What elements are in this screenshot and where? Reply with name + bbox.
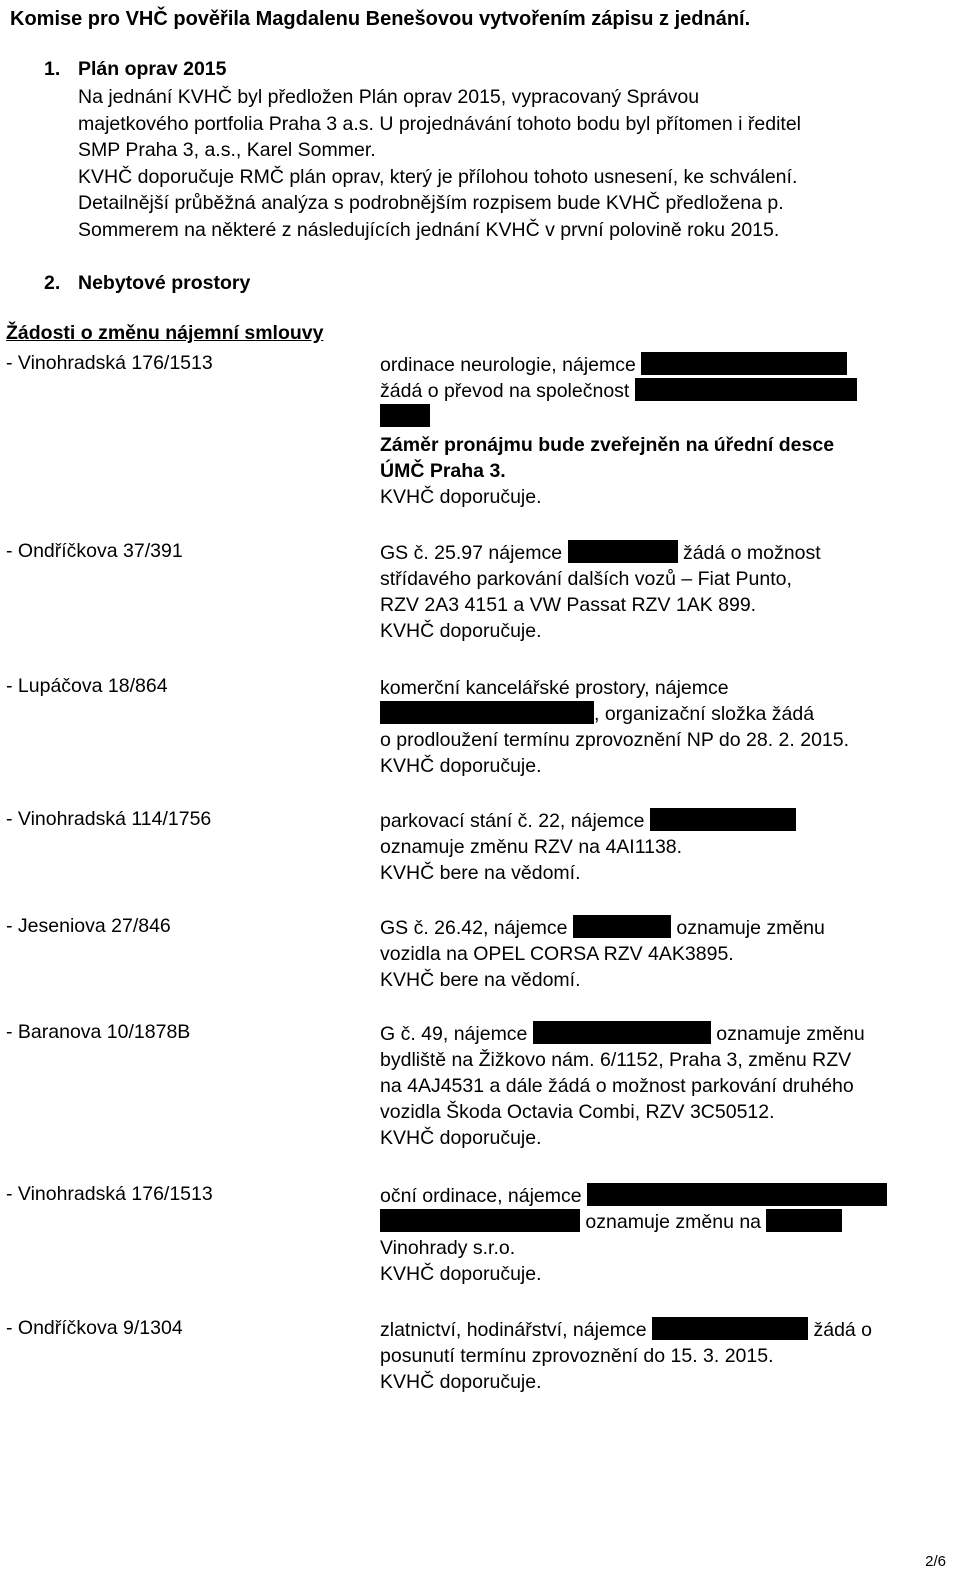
item-verdict: KVHČ doporučuje. [380,1127,542,1149]
item-text: oznamuje změnu [716,1023,865,1045]
item-notice: Záměr pronájmu bude zveřejněn na úřední desce [380,434,835,456]
item-text: bydliště na Žižkovo nám. 6/1152, Praha 3, změnu RZV [380,1049,852,1071]
section-1-line: KVHČ doporučuje RMČ plán oprav, který je přílohou tohoto usnesení, ke schválení. [78,165,798,188]
redaction-block [587,1183,887,1206]
redaction-block [652,1317,808,1340]
section-1-heading [44,58,227,81]
redaction-block [573,915,671,938]
item-text: vozidla Škoda Octavia Combi, RZV 3C50512. [380,1101,775,1123]
redaction-block [380,404,430,427]
item-text: zlatnictví, hodinářství, nájemce [380,1319,647,1341]
redaction-block [650,808,796,831]
redaction-block [635,378,857,401]
section-1-title: Plán oprav 2015 [78,58,227,80]
item-address: - Vinohradská 176/1513 [6,352,213,374]
redaction-block [568,540,678,563]
page-number: 2/6 [925,1553,946,1570]
item-verdict: KVHČ doporučuje. [380,1371,542,1393]
section-2-title: Nebytové prostory [78,272,251,294]
item-address: - Vinohradská 176/1513 [6,1183,213,1205]
item-description [380,808,796,886]
item-text: GS č. 25.97 nájemce [380,542,563,564]
item-description [380,352,857,510]
item-text: vozidla na OPEL CORSA RZV 4AK3895. [380,943,734,965]
section-1-line: Sommerem na některé z následujících jednání KVHČ v první polovině roku 2015. [78,218,780,241]
item-notice: ÚMČ Praha 3. [380,460,506,482]
section-2-number: 2. [44,272,61,294]
item-text: ordinace neurologie, nájemce [380,354,636,376]
item-text: oční ordinace, nájemce [380,1185,582,1207]
item-verdict: KVHČ bere na vědomí. [380,969,581,991]
item-text: o prodloužení termínu zprovoznění NP do 28. 2. 2015. [380,729,850,751]
subheading-lease-change-requests: Žádosti o změnu nájemní smlouvy [6,322,324,344]
item-text: posunutí termínu zprovoznění do 15. 3. 2015. [380,1345,774,1367]
item-verdict: KVHČ doporučuje. [380,620,542,642]
item-text: žádá o možnost [682,542,821,564]
redaction-block [380,701,594,724]
item-text: oznamuje změnu na [585,1211,762,1233]
section-1-line: Na jednání KVHČ byl předložen Plán oprav 2015, vypracovaný Správou [78,86,700,108]
item-address: - Baranova 10/1878B [6,1021,191,1043]
item-address: - Ondříčkova 9/1304 [6,1317,183,1339]
item-text: RZV 2A3 4151 a VW Passat RZV 1AK 899. [380,594,757,616]
item-description [380,675,849,779]
item-verdict: KVHČ doporučuje. [380,486,542,508]
section-1-number: 1. [44,58,61,80]
redaction-block [380,1209,580,1232]
section-1-line: Detailnější průběžná analýza s podrobnějším rozpisem bude KVHČ předložena p. [78,192,784,214]
item-description [380,1183,887,1287]
item-address: - Jeseniova 27/846 [6,915,171,937]
item-text: na 4AJ4531 a dále žádá o možnost parkování druhého [380,1075,854,1097]
redaction-block [533,1021,711,1044]
item-description [380,1317,872,1395]
item-text: střídavého parkování dalších vozů – Fiat Punto, [380,568,792,590]
redaction-block [641,352,847,375]
item-text: žádá o převod na společnost [380,380,630,402]
item-text: oznamuje změnu RZV na 4AI1138. [380,836,683,858]
item-text: žádá o [813,1319,873,1341]
item-text: parkovací stání č. 22, nájemce [380,810,645,832]
item-description [380,1021,865,1151]
item-text: GS č. 26.42, nájemce [380,917,568,939]
item-description [380,540,821,644]
item-verdict: KVHČ bere na vědomí. [380,862,581,884]
item-address: - Vinohradská 114/1756 [6,808,212,830]
item-text: G č. 49, nájemce [380,1023,528,1045]
section-1-line: SMP Praha 3, a.s., Karel Sommer. [78,139,376,161]
item-address: - Ondříčkova 37/391 [6,540,183,562]
item-description [380,915,825,993]
redaction-block [766,1209,842,1232]
section-2-heading [44,272,250,295]
intro-statement: Komise pro VHČ pověřila Magdalenu Benešovou vytvořením zápisu z jednání. [10,8,751,30]
section-1-body [78,84,801,243]
item-text: , organizační složka žádá [594,703,815,725]
item-verdict: KVHČ doporučuje. [380,755,542,777]
section-1-line: majetkového portfolia Praha 3 a.s. U projednávání tohoto bodu byl přítomen i ředitel [78,112,802,135]
item-verdict: KVHČ doporučuje. [380,1263,542,1285]
item-text: komerční kancelářské prostory, nájemce [380,677,729,699]
item-text: oznamuje změnu [676,917,825,939]
item-text: Vinohrady s.r.o. [380,1237,516,1259]
item-address: - Lupáčova 18/864 [6,675,168,697]
